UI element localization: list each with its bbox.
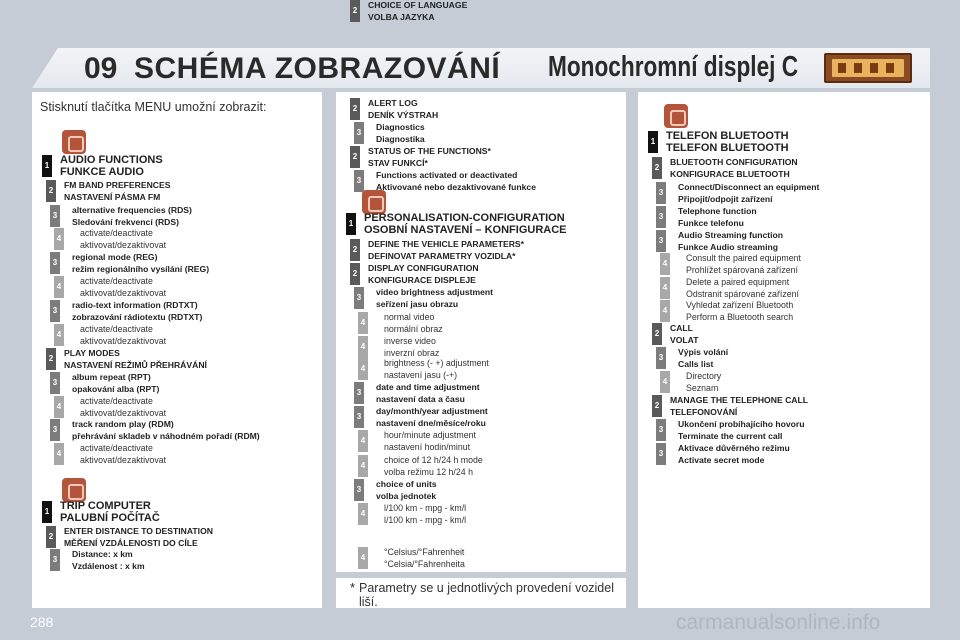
level-badge: 3 [354, 382, 364, 404]
menu-item-text [670, 395, 808, 419]
menu-item-line-2: Diagnostika [376, 133, 425, 144]
menu-item-text [72, 300, 202, 324]
menu-item-line-2: nastavení data a času [376, 393, 465, 404]
level-badge: 2 [46, 526, 56, 548]
menu-item-line-2: Připojit/odpojit zařízení [678, 193, 773, 204]
menu-item-line-1: FM BAND PREFERENCES [64, 180, 171, 190]
menu-item-line-1: STATUS OF THE FUNCTIONS* [368, 146, 491, 156]
footnote-marker: * [350, 580, 356, 595]
menu-item-line-1: °Celsius/°Fahrenheit [384, 547, 465, 557]
menu-item-line-2: aktivovat/dezaktivovat [80, 287, 167, 298]
menu-item-line-2: Funkce Audio streaming [678, 241, 778, 252]
menu-item-text [678, 230, 783, 254]
menu-item-line-2: VOLAT [670, 334, 699, 345]
level-badge: 4 [660, 300, 670, 322]
level-badge: 4 [54, 443, 64, 465]
menu-item-text [368, 0, 467, 24]
menu-item-text [670, 323, 698, 347]
level-badge: 3 [50, 372, 60, 394]
menu-item-text [670, 157, 798, 181]
level-badge: 3 [656, 443, 666, 465]
menu-item-text [686, 253, 801, 277]
menu-item-line-1: activate/deactivate [80, 324, 153, 334]
menu-item-line-2: volba jednotek [376, 490, 437, 501]
level-badge: 2 [350, 98, 360, 120]
menu-item-line-2: VOLBA JAZYKA [368, 11, 435, 22]
menu-item-line-2: aktivovat/dezaktivovat [80, 335, 167, 346]
menu-item-line-2: aktivovat/dezaktivovat [80, 239, 167, 250]
level-badge: 4 [358, 455, 368, 477]
menu-item-line-1: DEFINE THE VEHICLE PARAMETERS* [368, 239, 524, 249]
menu-item-line-2: TELEFON BLUETOOTH [666, 141, 789, 154]
menu-item-line-1: DISPLAY CONFIGURATION [368, 263, 479, 273]
menu-item-line-1: activate/deactivate [80, 228, 153, 238]
menu-item-line-2: zobrazování rádiotextu (RDTXT) [72, 311, 203, 322]
level-badge: 4 [660, 371, 670, 393]
menu-item-line-2: Activate secret mode [678, 454, 765, 465]
level-badge: 3 [50, 300, 60, 322]
menu-item-line-2: PALUBNÍ POČÍTAČ [60, 511, 160, 524]
menu-item-line-2: inverzní obraz [384, 347, 440, 358]
menu-item-line-1: video brightness adjustment [376, 287, 493, 297]
level-badge: 3 [656, 347, 666, 369]
menu-item-line-2: Calls list [678, 358, 714, 369]
menu-item-line-1: Delete a paired equipment [686, 277, 790, 287]
menu-item-text [384, 336, 439, 360]
level-badge: 4 [54, 276, 64, 298]
menu-item-text [376, 287, 493, 311]
menu-item-text [376, 170, 536, 194]
menu-item-line-2: OSOBNÍ NASTAVENÍ – KONFIGURACE [364, 223, 567, 236]
menu-item-text [686, 371, 721, 395]
menu-item-text [678, 347, 728, 371]
menu-item-line-1: brightness (- +) adjustment [384, 358, 489, 368]
level-badge: 3 [656, 206, 666, 228]
menu-item-line-1: ENTER DISTANCE TO DESTINATION [64, 526, 213, 536]
menu-item-line-2: Perform a Bluetooth search [686, 311, 794, 322]
menu-item-text [72, 205, 192, 229]
audio-note-icon [62, 130, 86, 154]
menu-item-text [80, 324, 166, 348]
level-badge: 4 [660, 253, 670, 275]
level-badge: 3 [50, 205, 60, 227]
level-badge: 3 [354, 122, 364, 144]
level-badge: 4 [358, 430, 368, 452]
menu-item-text [686, 277, 799, 301]
level-badge: 4 [54, 228, 64, 250]
level-badge: 3 [354, 170, 364, 192]
menu-item-line-1: CHOICE OF LANGUAGE [368, 0, 468, 10]
level-badge: 2 [350, 146, 360, 168]
menu-item-line-1: PLAY MODES [64, 348, 120, 358]
menu-item-line-1: Výpis volání [678, 347, 729, 357]
menu-item-line-1: CALL [670, 323, 693, 333]
menu-item-line-2: Prohlížet spárovaná zařízení [686, 264, 798, 275]
menu-item-line-2: DENÍK VÝSTRAH [368, 109, 439, 120]
monochrome-display-icon [824, 53, 912, 83]
level-badge: 4 [358, 312, 368, 334]
level-badge: 3 [354, 479, 364, 501]
menu-item-line-1: Distance: x km [72, 549, 133, 559]
menu-item-line-2: normální obraz [384, 323, 443, 334]
menu-item-line-2: nastavení hodin/minut [384, 441, 471, 452]
menu-item-line-1: Consult the paired equipment [686, 253, 801, 263]
menu-item-text [60, 501, 160, 525]
personalisation-icon [362, 190, 386, 214]
menu-item-line-2: l/100 km - mpg - km/l [384, 514, 467, 525]
level-badge: 3 [50, 549, 60, 571]
bluetooth-phone-icon [664, 104, 688, 128]
menu-item-line-1: choice of 12 h/24 h mode [384, 455, 483, 465]
menu-item-text [368, 98, 438, 122]
menu-item-line-1: Aktivace důvěrného režimu [678, 443, 790, 453]
menu-item-text [60, 155, 163, 179]
menu-item-text [376, 122, 425, 146]
menu-item-text [678, 443, 790, 467]
menu-item-text [368, 263, 479, 287]
level-badge: 4 [358, 358, 368, 380]
menu-item-line-2: Funkce telefonu [678, 217, 744, 228]
level-badge: 4 [54, 324, 64, 346]
menu-item-line-2: nastavení jasu (-+) [384, 369, 458, 380]
menu-item-text [72, 252, 209, 276]
menu-item-text [384, 547, 465, 571]
menu-item-line-2: seřízení jasu obrazu [376, 298, 459, 309]
menu-item-line-1: AUDIO FUNCTIONS [60, 154, 163, 166]
level-badge: 2 [46, 180, 56, 202]
menu-item-line-2: nastavení dne/měsíce/roku [376, 417, 486, 428]
level-badge: 3 [656, 419, 666, 441]
menu-item-text [72, 419, 260, 443]
menu-item-line-1: alternative frequencies (RDS) [72, 205, 192, 215]
level-badge: 3 [50, 252, 60, 274]
menu-item-line-1: Diagnostics [376, 122, 425, 132]
menu-item-text [376, 479, 437, 503]
menu-item-line-2: KONFIGURACE DISPLEJE [368, 274, 476, 285]
footnote-text: Parametry se u jednotlivých provedení vozidel liší. [359, 581, 614, 609]
menu-item-text [666, 131, 789, 155]
menu-item-line-1: Ukončení probíhajícího hovoru [678, 419, 805, 429]
menu-item-text [376, 406, 488, 430]
menu-item-line-2: aktivovat/dezaktivovat [80, 407, 167, 418]
menu-item-text [80, 443, 166, 467]
menu-item-line-2: DEFINOVAT PARAMETRY VOZIDLA* [368, 250, 516, 261]
menu-item-line-1: choice of units [376, 479, 437, 489]
menu-item-text [368, 239, 524, 263]
menu-item-line-1: hour/minute adjustment [384, 430, 476, 440]
menu-item-line-2: volba režimu 12 h/24 h [384, 466, 473, 477]
menu-item-text [384, 503, 466, 527]
menu-item-text [678, 206, 757, 230]
menu-item-text [80, 228, 166, 252]
menu-item-line-2: opakování alba (RPT) [72, 383, 160, 394]
menu-item-text [64, 180, 170, 204]
level-badge: 1 [42, 501, 52, 523]
level-badge: 3 [354, 287, 364, 309]
menu-item-line-1: MANAGE THE TELEPHONE CALL [670, 395, 808, 405]
level-badge: 1 [648, 131, 658, 153]
menu-item-line-2: Seznam [686, 382, 719, 393]
menu-item-line-1: Audio Streaming function [678, 230, 784, 240]
page-subtitle: Monochromní displej C [548, 51, 799, 83]
menu-item-line-1: PERSONALISATION-CONFIGURATION [364, 212, 565, 224]
menu-item-line-1: track random play (RDM) [72, 419, 174, 429]
menu-item-text [368, 146, 491, 170]
menu-item-line-2: KONFIGURACE BLUETOOTH [670, 168, 790, 179]
menu-item-text [64, 348, 207, 372]
level-badge: 1 [346, 213, 356, 235]
menu-item-line-1: activate/deactivate [80, 396, 153, 406]
level-badge: 2 [350, 263, 360, 285]
level-badge: 4 [358, 336, 368, 358]
menu-item-text [376, 382, 480, 406]
menu-item-line-2: STAV FUNKCÍ* [368, 157, 428, 168]
menu-item-line-1: inverse video [384, 336, 436, 346]
menu-item-line-1: day/month/year adjustment [376, 406, 488, 416]
level-badge: 4 [54, 396, 64, 418]
level-badge: 2 [652, 395, 662, 417]
menu-item-line-2: TELEFONOVÁNÍ [670, 406, 738, 417]
menu-item-text [678, 419, 805, 443]
menu-item-text [384, 430, 476, 454]
menu-item-line-2: MĚŘENÍ VZDÁLENOSTI DO CÍLE [64, 537, 198, 548]
level-badge: 3 [50, 419, 60, 441]
menu-item-line-1: regional mode (REG) [72, 252, 158, 262]
menu-item-line-1: l/100 km - mpg - km/l [384, 503, 467, 513]
menu-item-text [686, 300, 793, 324]
menu-item-line-2: Vzdálenost : x km [72, 560, 145, 571]
menu-item-line-2: Sledování frekvencí (RDS) [72, 216, 179, 227]
level-badge: 2 [350, 239, 360, 261]
menu-item-line-1: date and time adjustment [376, 382, 480, 392]
menu-item-line-2: aktivovat/dezaktivovat [80, 454, 167, 465]
menu-item-line-1: radio-text information (RDTXT) [72, 300, 198, 310]
menu-item-line-1: Connect/Disconnect an equipment [678, 182, 820, 192]
menu-item-line-1: Directory [686, 371, 722, 381]
menu-item-text [364, 213, 567, 237]
menu-item-text [384, 358, 489, 382]
menu-item-line-2: režim regionálního vysílání (REG) [72, 263, 210, 274]
menu-item-text [384, 312, 443, 336]
trip-computer-icon [62, 478, 86, 502]
level-badge: 4 [358, 503, 368, 525]
intro-text: Stisknutí tlačítka MENU umožní zobrazit: [40, 100, 267, 114]
menu-item-line-1: normal video [384, 312, 435, 322]
level-badge: 4 [358, 547, 368, 569]
menu-item-line-1: album repeat (RPT) [72, 372, 151, 382]
level-badge: 2 [46, 348, 56, 370]
menu-item-line-2: Terminate the current call [678, 430, 783, 441]
menu-item-line-1: activate/deactivate [80, 276, 153, 286]
menu-item-line-2: Odstranit spárované zařízení [686, 288, 799, 299]
menu-item-line-1: TRIP COMPUTER [60, 500, 151, 512]
menu-item-line-2: přehrávání skladeb v náhodném pořadí (RDM) [72, 430, 260, 441]
level-badge: 3 [656, 182, 666, 204]
menu-item-line-1: Functions activated or deactivated [376, 170, 518, 180]
menu-item-line-1: TELEFON BLUETOOTH [666, 130, 789, 142]
menu-item-line-2: °Celsia/°Fahrenheita [384, 558, 465, 569]
menu-item-line-2: NASTAVENÍ PÁSMA FM [64, 191, 161, 202]
menu-item-text [72, 549, 145, 573]
level-badge: 2 [350, 0, 360, 22]
level-badge: 3 [354, 406, 364, 428]
menu-item-text [80, 276, 166, 300]
menu-item-text [64, 526, 213, 550]
menu-item-line-1: Telephone function [678, 206, 757, 216]
menu-item-text [80, 396, 166, 420]
menu-item-line-2: Aktivované nebo dezaktivované funkce [376, 181, 536, 192]
page-number: 288 [30, 614, 54, 630]
menu-item-line-1: activate/deactivate [80, 443, 153, 453]
menu-item-line-2: FUNKCE AUDIO [60, 165, 144, 178]
watermark: carmanualsonline.info [676, 611, 881, 634]
menu-item-text [72, 372, 159, 396]
page-title: SCHÉMA ZOBRAZOVÁNÍ [134, 52, 501, 85]
menu-item-text [384, 455, 483, 479]
menu-item-line-2: NASTAVENÍ REŽIMŮ PŘEHRÁVÁNÍ [64, 359, 207, 370]
menu-item-line-1: Vyhledat zařízení Bluetooth [686, 300, 794, 310]
level-badge: 1 [42, 155, 52, 177]
level-badge: 2 [652, 323, 662, 345]
menu-item-line-1: ALERT LOG [368, 98, 418, 108]
level-badge: 4 [660, 277, 670, 299]
section-number: 09 [84, 52, 118, 85]
menu-item-text [678, 182, 819, 206]
level-badge: 3 [656, 230, 666, 252]
menu-item-line-1: BLUETOOTH CONFIGURATION [670, 157, 798, 167]
level-badge: 2 [652, 157, 662, 179]
